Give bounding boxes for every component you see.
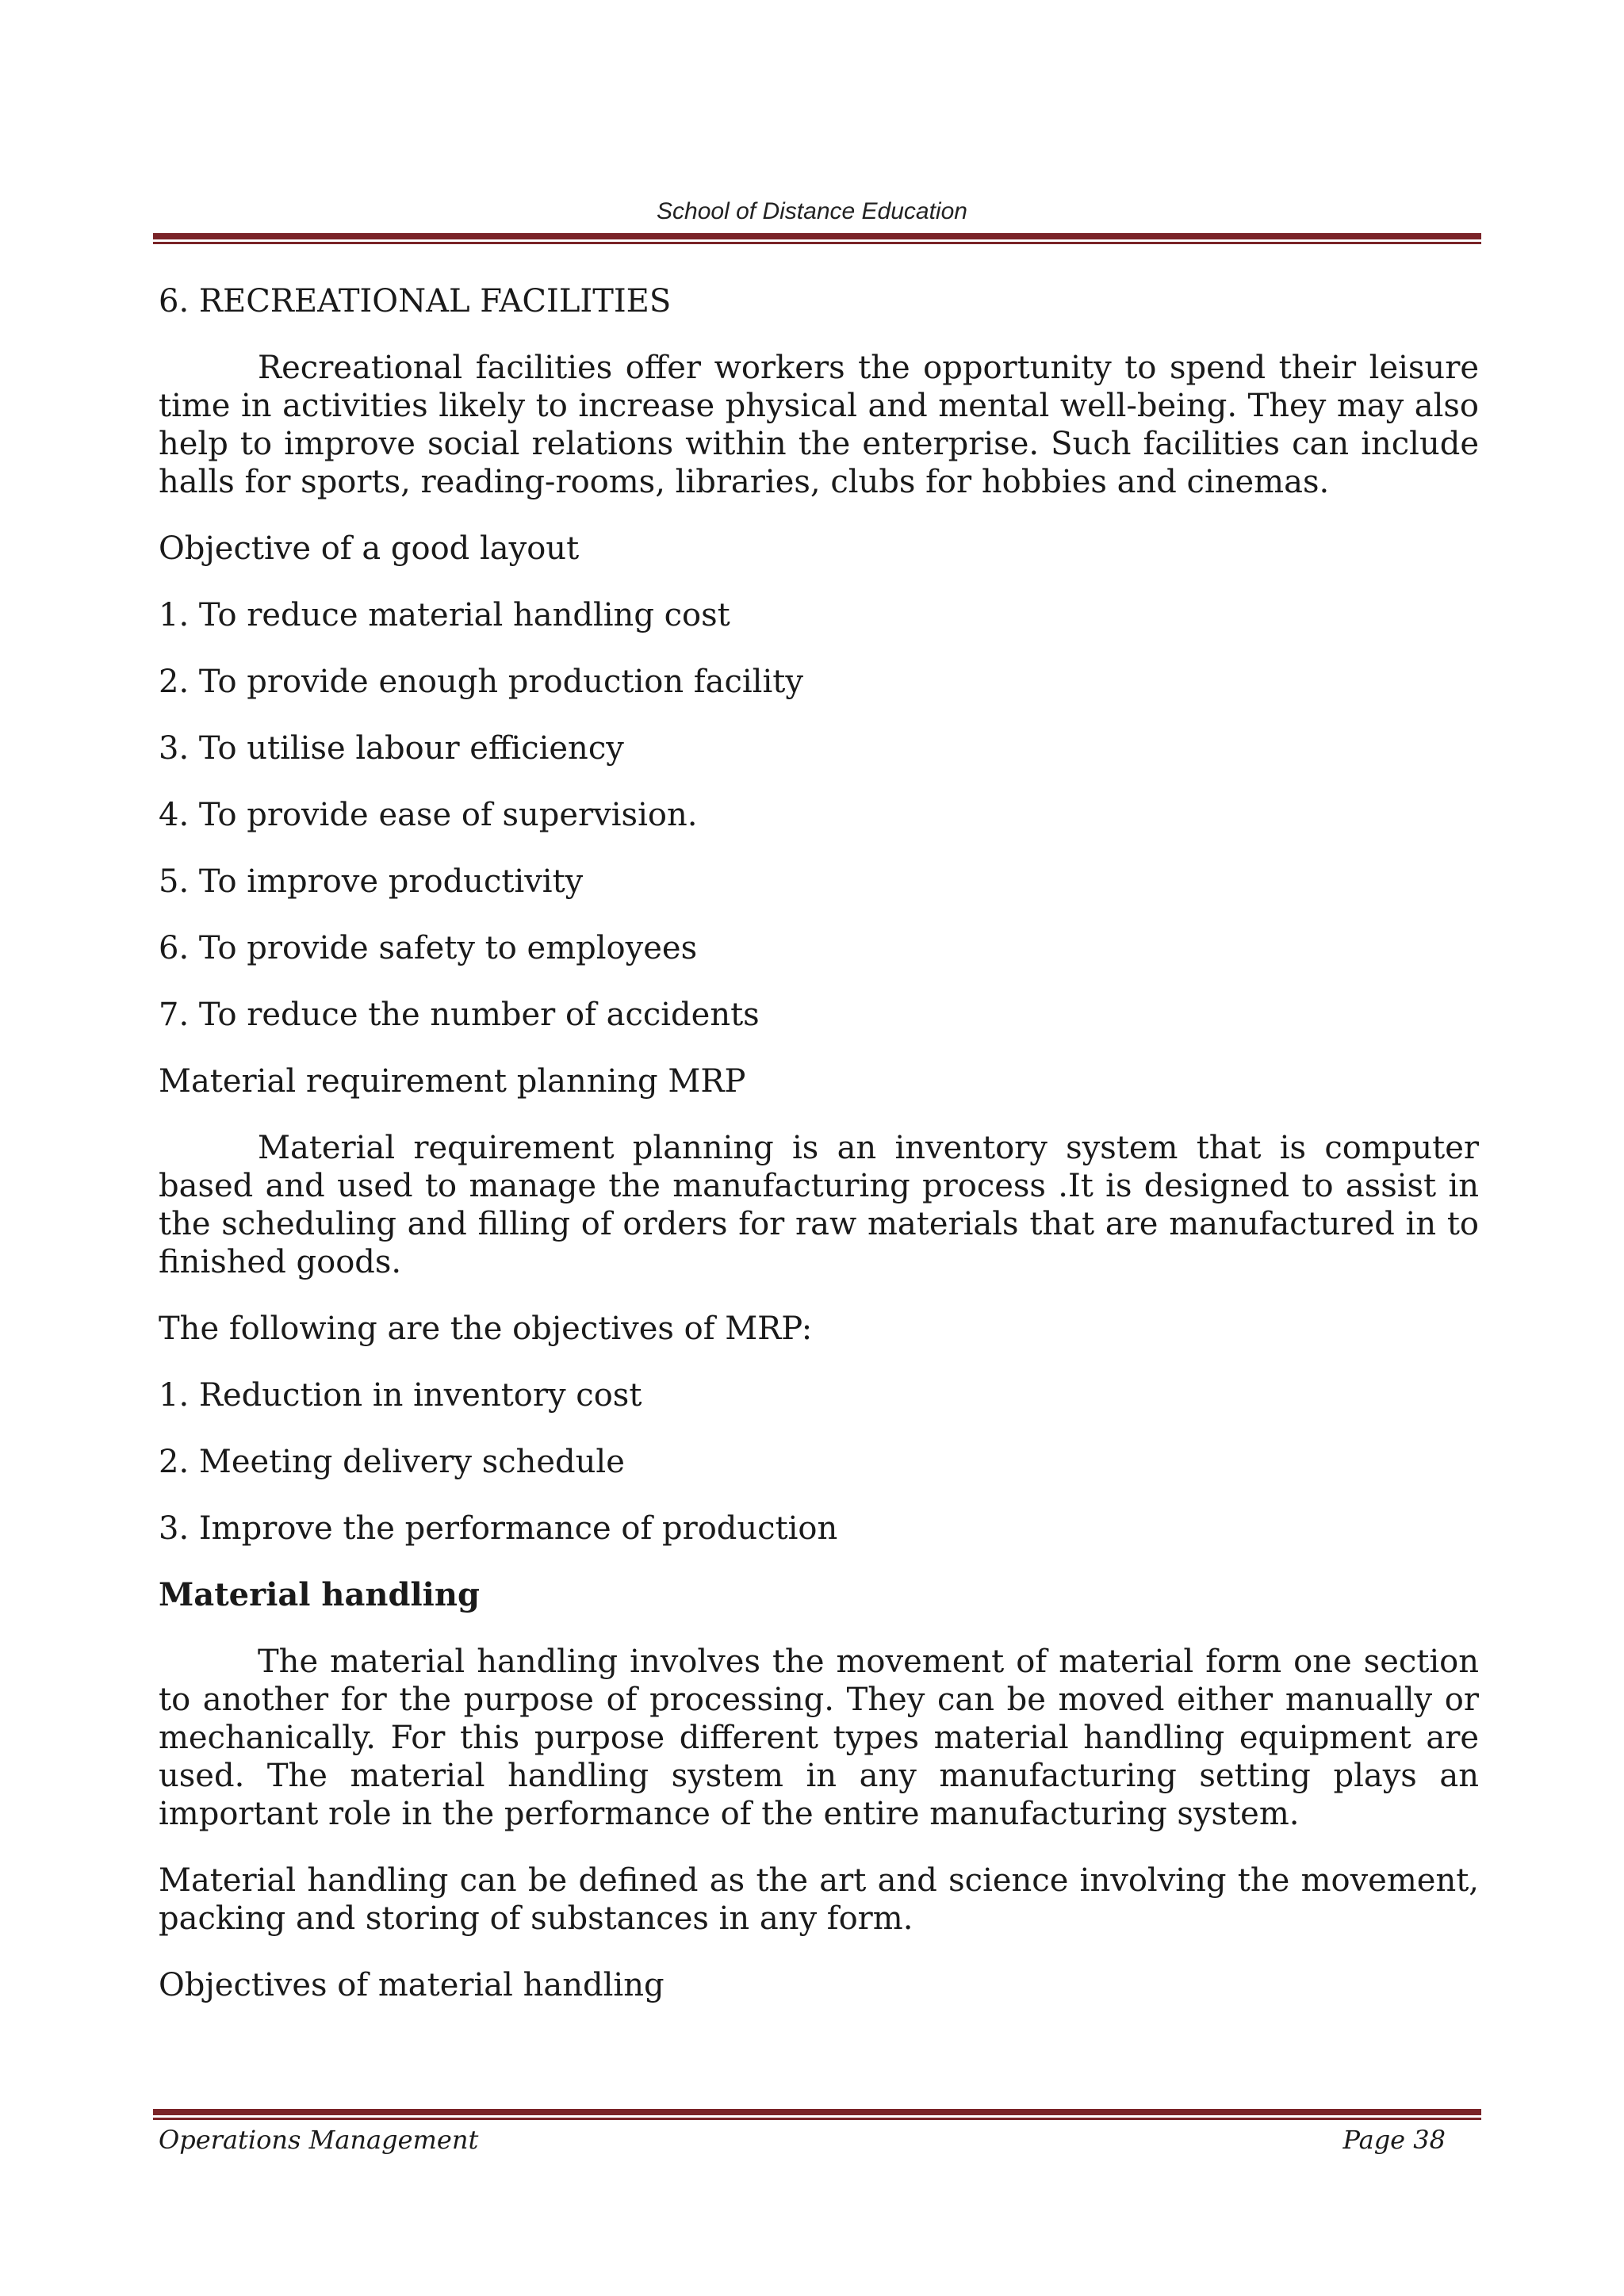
page-content bbox=[159, 282, 1479, 2033]
list-item: 7. To reduce the number of accidents bbox=[159, 997, 760, 1033]
section-heading-layout: Objective of a good layout bbox=[159, 530, 580, 567]
footer-divider bbox=[153, 2109, 1481, 2120]
section-heading-material-handling: Material handling bbox=[159, 1576, 480, 1613]
list-item: 1. To reduce material handling cost bbox=[159, 597, 730, 633]
paragraph-mrp: Material requirement planning is an inventory system that is computer based and used to manage the manufacturing process .It is designed to assist in the scheduling and filling of orders for raw materials that are manufactured in to finished goods. bbox=[159, 1130, 1479, 1280]
section-heading-mh-objectives: Objectives of material handling bbox=[159, 1967, 665, 2003]
paragraph-material-handling-2: Material handling can be defined as the art and science involving the movement, packing and storing of substances in any form. bbox=[159, 1862, 1479, 1937]
section-heading-recreational: 6. RECREATIONAL FACILITIES bbox=[159, 283, 672, 320]
page-header-title: School of Distance Education bbox=[657, 198, 967, 224]
list-item: 2. To provide enough production facility bbox=[159, 664, 803, 700]
paragraph-recreational: Recreational facilities offer workers the opportunity to spend their leisure time in activities likely to increase physical and mental well-being. They may also help to improve social relations within the enterprise. Such facilities can include halls for sports, reading-rooms, libraries, clubs for hobbies and cinemas. bbox=[159, 350, 1479, 500]
list-item: 4. To provide ease of supervision. bbox=[159, 797, 698, 833]
list-item: 6. To provide safety to employees bbox=[159, 930, 698, 966]
footer-course-title: Operations Management bbox=[159, 2125, 479, 2155]
list-item: 1. Reduction in inventory cost bbox=[159, 1377, 642, 1414]
header-divider bbox=[153, 233, 1481, 244]
paragraph-material-handling-1: The material handling involves the movement of material form one section to another for the purpose of processing. They can be moved either manually or mechanically. For this purpose different types material handling equipment are used. The material handling system in any manufacturing setting plays an important role in the performance of the entire manufacturing system. bbox=[159, 1644, 1479, 1832]
section-heading-mrp-objectives: The following are the objectives of MRP: bbox=[159, 1311, 813, 1347]
list-item: 3. To utilise labour efficiency bbox=[159, 730, 624, 767]
section-heading-mrp: Material requirement planning MRP bbox=[159, 1063, 746, 1100]
list-item: 5. To improve productivity bbox=[159, 863, 584, 900]
footer-page-number: Page 38 bbox=[1342, 2125, 1446, 2155]
list-item: 3. Improve the performance of production bbox=[159, 1510, 838, 1547]
list-item: 2. Meeting delivery schedule bbox=[159, 1444, 625, 1480]
